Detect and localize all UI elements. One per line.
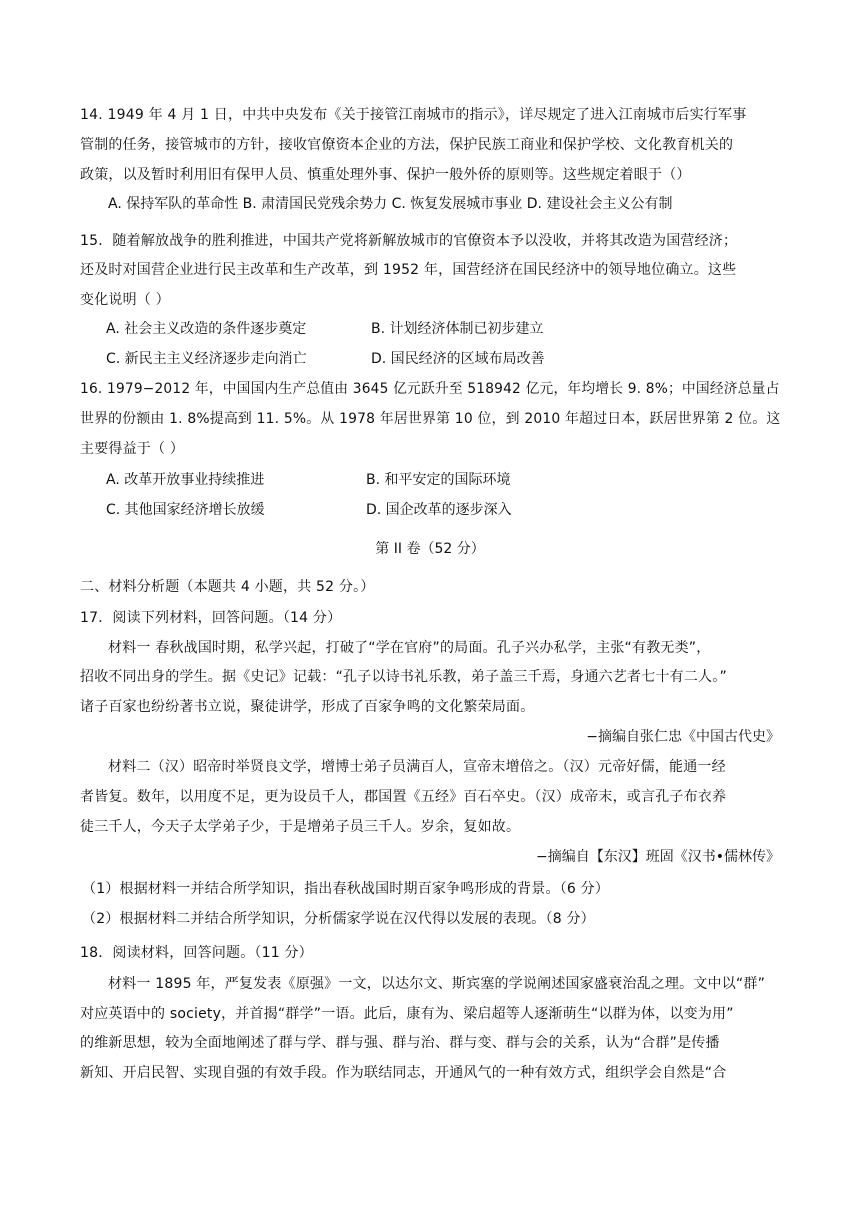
material-2-line-2: 者皆复。数年，以用度不足，更为设员千人，郡国置《五经》百石卒史。（汉）成帝末，或言孔子布衣养 — [80, 789, 727, 805]
question-15-option-b: B. 计划经济体制已初步建立 — [371, 321, 544, 337]
question-17-heading: 17．阅读下列材料，回答问题。（14 分） — [80, 610, 342, 626]
material-2-source: −摘编自【东汉】班固《汉书•儒林传》 — [536, 849, 780, 865]
material-1-line-1: 材料一 春秋战国时期，私学兴起，打破了“学在官府”的局面。孔子兴办私学，主张“有教无类”， — [108, 640, 711, 656]
part-2-title: 第 II 卷（52 分） — [375, 541, 485, 557]
question-16-option-b: B. 和平安定的国际环境 — [366, 472, 511, 488]
question-18-heading: 18．阅读材料，回答问题。（11 分） — [80, 945, 313, 961]
question-15-option-c: C. 新民主主义经济逐步走向消亡 — [106, 351, 307, 367]
question-15-line-3: 变化说明（ ） — [80, 292, 170, 308]
question-14-line-2: 管制的任务，接管城市的方针，接收官僚资本企业的方法，保护民族工商业和保护学校、文化教育机关的 — [80, 137, 734, 153]
question-16-option-a: A. 改革开放事业持续推进 — [106, 472, 265, 488]
question-18-line-4: 新知、开启民智、实现自强的有效手段。作为联结同志，开通风气的一种有效方式，组织学会自然是“合 — [80, 1065, 727, 1081]
question-15-option-a: A. 社会主义改造的条件逐步奠定 — [106, 321, 307, 337]
question-16-option-d: D. 国企改革的逐步深入 — [366, 502, 512, 518]
question-14-line-1: 14. 1949 年 4 月 1 日，中共中央发布《关于接管江南城市的指示》，详尽规定了进入江南城市后实行军事 — [80, 107, 747, 123]
question-15-line-2: 还及时对国营企业进行民主改革和生产改革，到 1952 年，国营经济在国民经济中的领导地位确立。这些 — [80, 262, 737, 278]
question-17-sub-1: （1）根据材料一并结合所学知识，指出春秋战国时期百家争鸣形成的背景。（6 分） — [82, 881, 610, 897]
question-16-line-3: 主要得益于（ ） — [80, 441, 185, 457]
material-1-source: −摘编自张仁忠《中国古代史》 — [586, 729, 780, 745]
question-17-sub-2: （2）根据材料二并结合所学知识，分析儒家学说在汉代得以发展的表现。（8 分） — [82, 911, 595, 927]
question-18-line-2: 对应英语中的 society，并首揭“群学”一语。此后，康有为、梁启超等人逐渐萌生“以群为体，以变为用” — [80, 1006, 734, 1022]
question-16-option-c: C. 其他国家经济增长放缓 — [106, 502, 265, 518]
question-15-option-d: D. 国民经济的区域布局改善 — [371, 351, 545, 367]
question-15-line-1: 15．随着解放战争的胜利推进，中国共产党将新解放城市的官僚资本予以没收，并将其改造为国营经济； — [80, 233, 738, 249]
material-1-line-3: 诸子百家也纷纷著书立说，聚徒讲学，形成了百家争鸣的文化繁荣局面。 — [80, 699, 535, 715]
question-16-line-2: 世界的份额由 1. 8%提高到 11. 5%。从 1978 年居世界第 10 位，到 2010 年超过日本，跃居世界第 2 位。这 — [80, 411, 781, 427]
material-2-line-1: 材料二（汉）昭帝时举贤良文学，增博士弟子员满百人，宣帝末增倍之。（汉）元帝好儒，能通一经 — [108, 759, 726, 775]
material-2-line-3: 徒三千人，今天子太学弟子少，于是增弟子员三千人。岁余，复如故。 — [80, 819, 521, 835]
question-14-options: A. 保持军队的革命性 B. 肃清国民党残余势力 C. 恢复发展城市事业 D. 建设社会主义公有制 — [108, 196, 673, 212]
question-16-line-1: 16. 1979−2012 年，中国国内生产总值由 3645 亿元跃升至 518942 亿元，年均增长 9. 8%；中国经济总量占 — [80, 381, 780, 397]
material-1-line-2: 招收不同出身的学生。据《史记》记载：“孔子以诗书礼乐教，弟子盖三千焉，身通六艺者七十有二人。” — [80, 669, 727, 685]
question-18-line-3: 的维新思想，较为全面地阐述了群与学、群与强、群与治、群与变、群与会的关系，认为“合群”是传播 — [80, 1035, 720, 1051]
question-14-line-3: 政策，以及暂时利用旧有保甲人员、慎重处理外事、保护一般外侨的原则等。这些规定着眼于（） — [80, 167, 691, 183]
question-18-line-1: 材料一 1895 年，严复发表《原强》一文，以达尔文、斯宾塞的学说阐述国家盛衰治乱之理。文中以“群” — [108, 976, 766, 992]
section-heading: 二、材料分析题（本题共 4 小题，共 52 分。） — [80, 579, 375, 595]
